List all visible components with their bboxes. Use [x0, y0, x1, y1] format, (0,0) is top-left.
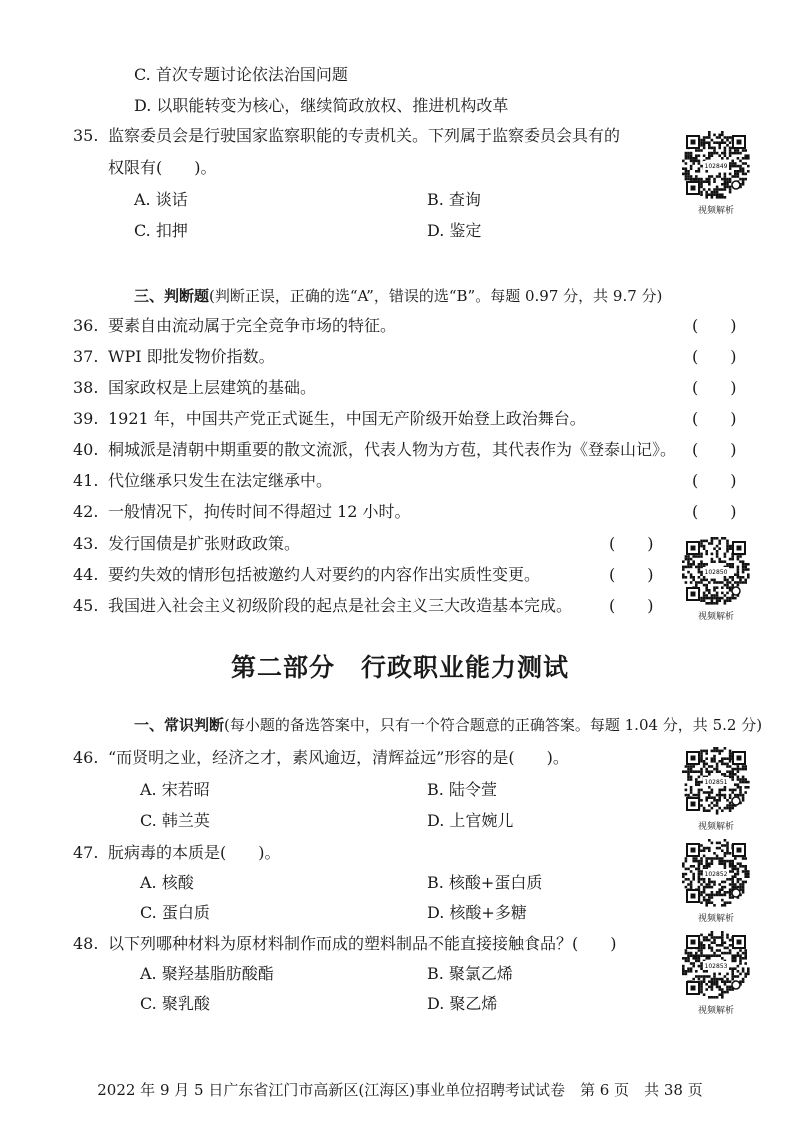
section-3-title: 三、判断题 [134, 287, 210, 305]
qr-code-icon [679, 744, 753, 818]
judge-q-text: 1921 年，中国共产党正式诞生，中国无产阶级开始登上政治舞台。 [108, 409, 586, 428]
q46-stem: “而贤明之业，经济之才，素风逾迈，清辉益远”形容的是( )。 [108, 748, 569, 767]
judge-q-text: WPI 即批发物价指数。 [108, 347, 275, 366]
judge-q-text: 国家政权是上层建筑的基础。 [108, 378, 317, 397]
qr-code-number: 102853 [704, 963, 728, 970]
judge-q-number: 44. [73, 565, 99, 584]
qr-code-q46[interactable] [679, 744, 753, 832]
qr-code-q43[interactable] [679, 534, 753, 622]
qr-code-number: 102851 [704, 779, 728, 786]
judge-q-number: 36. [73, 316, 99, 335]
option-c-prev: C. 首次专题讨论依法治国问题 [134, 65, 348, 84]
section-3-heading [134, 285, 662, 307]
judge-q-number: 42. [73, 502, 99, 521]
q48-option-d: D. 聚乙烯 [427, 994, 498, 1013]
judge-q-number: 38. [73, 378, 99, 397]
q47-stem: 朊病毒的本质是( )。 [108, 843, 281, 862]
q47-option-d: D. 核酸+多糖 [427, 903, 527, 922]
qr-code-q48[interactable] [679, 928, 753, 1016]
q35-stem-1: 监察委员会是行驶国家监察职能的专责机关。下列属于监察委员会具有的 [108, 126, 621, 145]
judge-q-text: 我国进入社会主义初级阶段的起点是社会主义三大改造基本完成。 [108, 596, 573, 615]
qr-label: 视频解析 [697, 1006, 734, 1016]
q48-option-b: B. 聚氯乙烯 [427, 964, 513, 983]
judge-q-text: 桐城派是清朝中期重要的散文流派，代表人物为方苞，其代表作为《登泰山记》。 [108, 440, 677, 459]
q35-option-a: A. 谈话 [134, 190, 188, 209]
q47-option-a: A. 核酸 [140, 873, 194, 892]
part-2-title: 第二部分 行政职业能力测试 [230, 653, 569, 682]
q46-option-c: C. 韩兰英 [140, 811, 210, 830]
page-footer: 2022 年 9 月 5 日广东省江门市高新区(江海区)事业单位招聘考试试卷 第 6 页 共 38 页 [97, 1081, 703, 1099]
q48-option-a: A. 聚羟基脂肪酸酯 [140, 964, 274, 983]
answer-blank[interactable]: ( ) [692, 347, 737, 366]
answer-blank[interactable]: ( ) [692, 502, 737, 521]
answer-blank[interactable]: ( ) [692, 316, 737, 335]
judge-q-text: 发行国债是扩张财政政策。 [108, 534, 301, 553]
q35-number: 35. [73, 126, 99, 145]
q48-number: 48. [73, 934, 99, 953]
judge-q-text: 要约失效的情形包括被邀约人对要约的内容作出实质性变更。 [108, 565, 541, 584]
qr-label: 视频解析 [697, 612, 734, 622]
judge-q-number: 40. [73, 440, 99, 459]
section-3-instructions: (判断正误，正确的选“A”，错误的选“B”。每题 0.97 分，共 9.7 分) [209, 287, 663, 305]
qr-code-q35[interactable] [679, 128, 753, 216]
q46-option-d: D. 上官婉儿 [427, 811, 514, 830]
qr-label: 视频解析 [697, 914, 734, 924]
q48-stem: 以下列哪种材料为原材料制作而成的塑料制品不能直接接触食品？( ) [108, 934, 617, 953]
qr-code-number: 102850 [704, 569, 728, 576]
answer-blank[interactable]: ( ) [692, 409, 737, 428]
qr-code-icon [679, 928, 753, 1002]
answer-blank[interactable]: ( ) [692, 440, 737, 459]
qr-code-number: 102852 [704, 871, 728, 878]
answer-blank[interactable]: ( ) [609, 534, 654, 553]
judge-q-number: 41. [73, 471, 99, 490]
qr-code-icon [679, 128, 753, 202]
judge-q-number: 43. [73, 534, 99, 553]
qr-code-q47[interactable] [679, 836, 753, 924]
answer-blank[interactable]: ( ) [609, 565, 654, 584]
q35-option-b: B. 查询 [427, 190, 481, 209]
judge-q-number: 39. [73, 409, 99, 428]
q35-stem-2: 权限有( )。 [108, 158, 217, 177]
answer-blank[interactable]: ( ) [692, 378, 737, 397]
answer-blank[interactable]: ( ) [692, 471, 737, 490]
answer-blank[interactable]: ( ) [609, 596, 654, 615]
q46-option-a: A. 宋若昭 [140, 780, 210, 799]
q35-option-c: C. 扣押 [134, 221, 188, 240]
q47-number: 47. [73, 843, 99, 862]
section-1-instructions: (每小题的备选答案中，只有一个符合题意的正确答案。每题 1.04 分，共 5.2 分) [224, 716, 763, 734]
option-d-prev: D. 以职能转变为核心，继续简政放权、推进机构改革 [134, 96, 509, 115]
qr-code-number: 102849 [704, 163, 728, 170]
judge-q-text: 一般情况下，拘传时间不得超过 12 小时。 [108, 502, 411, 521]
q47-option-c: C. 蛋白质 [140, 903, 210, 922]
qr-label: 视频解析 [697, 206, 734, 216]
judge-q-text: 要素自由流动属于完全竞争市场的特征。 [108, 316, 397, 335]
judge-q-text: 代位继承只发生在法定继承中。 [108, 471, 333, 490]
q35-option-d: D. 鉴定 [427, 221, 482, 240]
q48-option-c: C. 聚乳酸 [140, 994, 210, 1013]
section-1-title: 一、常识判断 [134, 716, 225, 734]
q46-number: 46. [73, 748, 99, 767]
qr-label: 视频解析 [697, 822, 734, 832]
q46-option-b: B. 陆令萱 [427, 780, 497, 799]
qr-code-icon [679, 534, 753, 608]
judge-q-number: 45. [73, 596, 99, 615]
q47-option-b: B. 核酸+蛋白质 [427, 873, 543, 892]
section-1-heading [134, 714, 762, 736]
qr-code-icon [679, 836, 753, 910]
judge-q-number: 37. [73, 347, 99, 366]
